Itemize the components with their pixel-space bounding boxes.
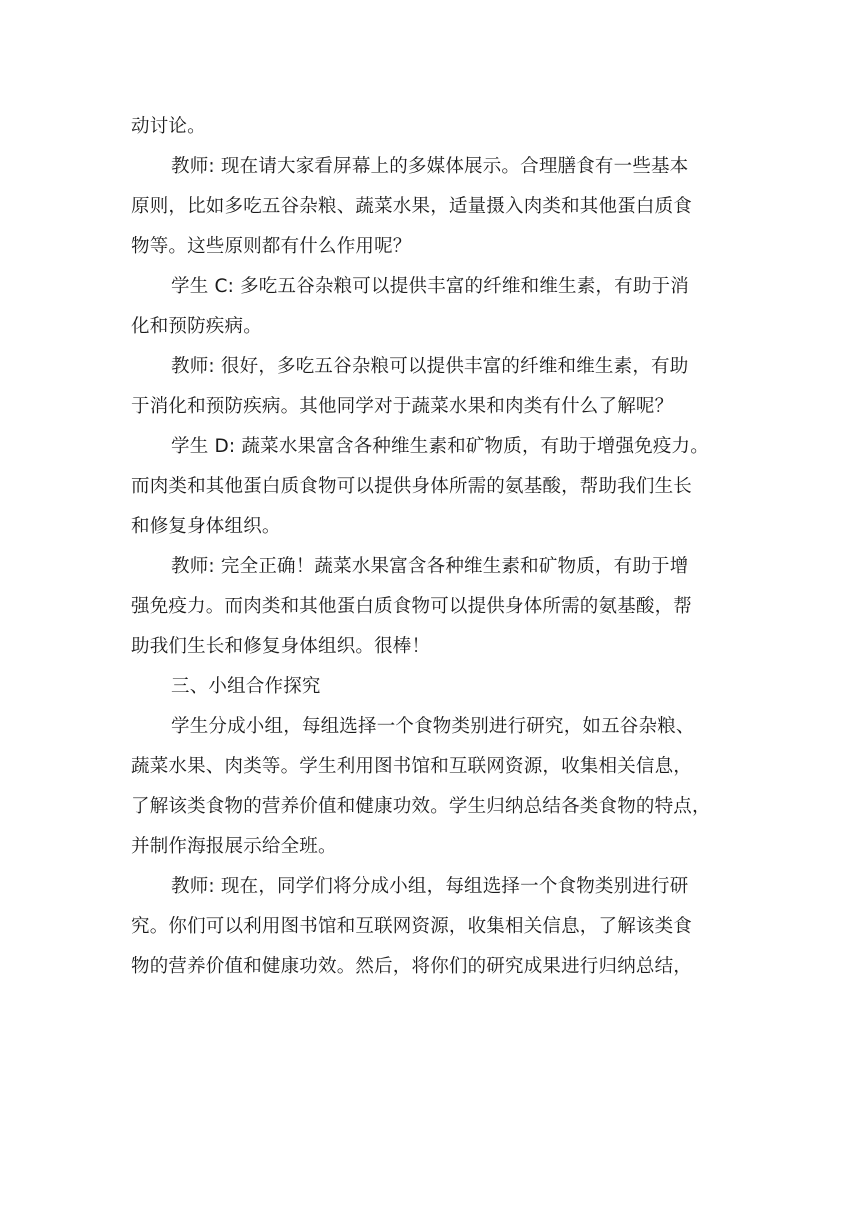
text-line: 而肉类和其他蛋白质食物可以提供身体所需的氨基酸，帮助我们生长 [131,476,693,497]
text-line: 物等。这些原则都有什么作用呢？ [131,236,412,257]
section-heading [131,667,743,707]
paragraph-group-work [131,707,743,867]
text-line: 物的营养价值和健康功效。然后，将你们的研究成果进行归纳总结， [131,956,693,977]
text-line: 学生 D: 蔬菜水果富含各种维生素和矿物质，有助于增强免疫力。 [171,436,709,457]
text-line: 蔬菜水果、肉类等。学生利用图书馆和互联网资源，收集相关信息， [131,756,693,777]
text-line: 究。你们可以利用图书馆和互联网资源，收集相关信息，了解该类食 [131,916,693,937]
text-line: 助我们生长和修复身体组织。很棒！ [131,636,431,657]
text-line: 化和预防疾病。 [131,316,262,337]
text-line: 教师: 很好，多吃五谷杂粮可以提供丰富的纤维和维生素，有助 [171,356,689,377]
text-line: 教师: 现在请大家看屏幕上的多媒体展示。合理膳食有一些基本 [171,156,689,177]
document-page [131,107,743,987]
text-line: 学生 C: 多吃五谷杂粮可以提供丰富的纤维和维生素，有助于消 [171,276,689,297]
text-line: 于消化和预防疾病。其他同学对于蔬菜水果和肉类有什么了解呢？ [131,396,674,417]
paragraph-teacher-good [131,347,743,427]
text-line: 动讨论。 [131,116,206,137]
text-line: 并制作海报展示给全班。 [131,836,337,857]
text-line: 和修复身体组织。 [131,516,281,537]
text-line: 了解该类食物的营养价值和健康功效。学生归纳总结各类食物的特点， [131,796,711,817]
text-line: 教师: 现在，同学们将分成小组，每组选择一个食物类别进行研 [171,876,689,897]
paragraph-student-c [131,267,743,347]
paragraph-continuation [131,107,743,147]
text-line: 教师: 完全正确！蔬菜水果富含各种维生素和矿物质，有助于增 [171,556,689,577]
paragraph-teacher-multimedia [131,147,743,267]
text-line: 原则，比如多吃五谷杂粮、蔬菜水果，适量摄入肉类和其他蛋白质食 [131,196,693,217]
heading-text: 三、小组合作探究 [171,676,321,697]
paragraph-teacher-groups [131,867,743,987]
text-line: 学生分成小组，每组选择一个食物类别进行研究，如五谷杂粮、 [171,716,695,737]
text-line: 强免疫力。而肉类和其他蛋白质食物可以提供身体所需的氨基酸，帮 [131,596,693,617]
paragraph-student-d [131,427,743,547]
paragraph-teacher-correct [131,547,743,667]
